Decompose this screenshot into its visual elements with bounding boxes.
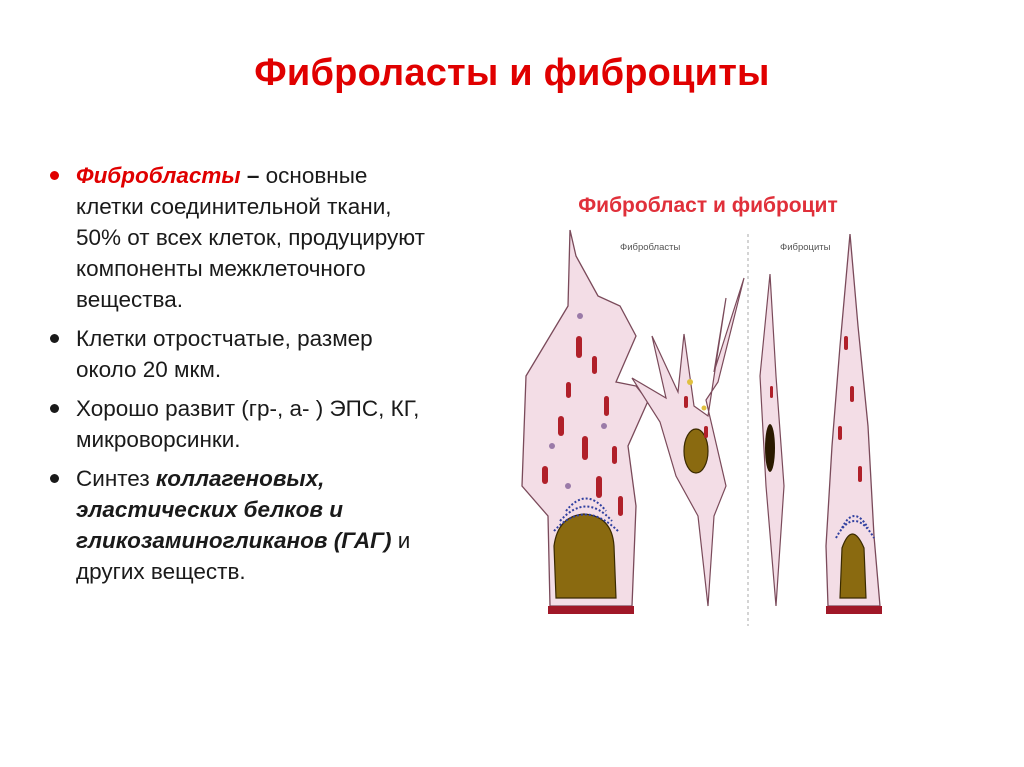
cell-illustration	[508, 186, 908, 634]
fibroblasts-label: Фибробласты	[620, 242, 681, 253]
bullet-prefix: Синтез	[76, 466, 156, 491]
fibrocytes-label: Фиброциты	[780, 242, 831, 253]
fibrocyte-large-nucleus	[840, 534, 866, 598]
figure-title: Фибробласт и фиброцит	[578, 194, 838, 217]
bullet-dot-icon	[50, 404, 59, 413]
basal-band-right	[826, 606, 882, 614]
fibrocyte-thin-nucleus	[765, 424, 775, 472]
bullet-dot-icon	[50, 474, 59, 483]
cell-drawing	[508, 186, 908, 634]
mitochondria-thin	[770, 386, 773, 398]
bullet-dot-icon	[50, 334, 59, 343]
bullet-item	[48, 160, 428, 315]
bullet-suffix: и других веществ.	[76, 528, 411, 584]
bullet-lead-suffix: –	[240, 163, 260, 188]
slide-title: Фиброласты и фиброциты	[254, 52, 770, 94]
bullet-item	[48, 323, 428, 385]
basal-band-left	[548, 606, 634, 614]
bullet-text: Хорошо развит (гр-, а- ) ЭПС, КГ, микроворсинки.	[76, 396, 420, 452]
bullet-list	[48, 160, 428, 595]
bullet-emphasis: коллагеновых, эластических белков и гликозаминогликанов (ГАГ)	[76, 466, 392, 553]
bullet-item	[48, 463, 428, 587]
bullet-dot-icon	[50, 171, 59, 180]
bullet-text: основные клетки соединительной ткани, 50% от всех клеток, продуцируют компоненты межклеточного вещества.	[76, 163, 425, 312]
fibroblast-large-nucleus	[554, 514, 616, 598]
bullet-item	[48, 393, 428, 455]
bullet-lead: Фибробласты	[76, 163, 241, 188]
bullet-text: Клетки отростчатые, размер около 20 мкм.	[76, 326, 373, 382]
